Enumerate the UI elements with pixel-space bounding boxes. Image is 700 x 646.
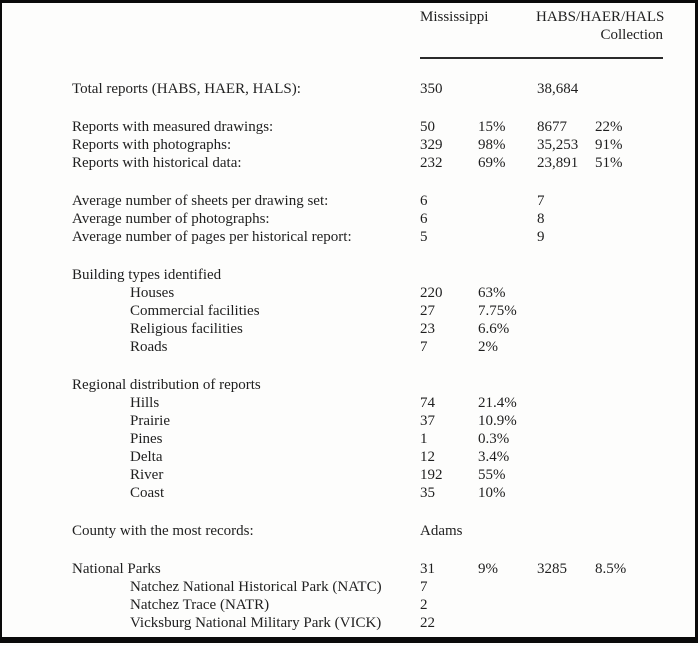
row-label: Roads bbox=[130, 339, 168, 355]
mississippi-percent-cell: 6.6% bbox=[478, 321, 510, 337]
mississippi-percent-cell: 9% bbox=[478, 561, 498, 577]
row-label: Commercial facilities bbox=[130, 303, 260, 319]
collection-count-cell: 38,684 bbox=[537, 81, 579, 97]
mississippi-percent-cell: 0.3% bbox=[478, 431, 510, 447]
mississippi-count-cell: 232 bbox=[420, 155, 443, 171]
column-header-collection-line2: Collection bbox=[600, 27, 663, 43]
row-label: Total reports (HABS, HAER, HALS): bbox=[72, 81, 301, 97]
table-row bbox=[0, 522, 700, 540]
collection-percent-cell: 51% bbox=[595, 155, 623, 171]
column-header-collection-line1: HABS/HAER/HALS bbox=[536, 9, 665, 25]
row-label: Average number of sheets per drawing set: bbox=[72, 193, 329, 209]
mississippi-count-cell: 350 bbox=[420, 81, 443, 97]
row-label: Natchez Trace (NATR) bbox=[130, 597, 270, 613]
table-row bbox=[0, 80, 700, 98]
mississippi-percent-cell: 98% bbox=[478, 137, 506, 153]
row-label: Religious facilities bbox=[130, 321, 243, 337]
table-row bbox=[0, 448, 700, 466]
column-header-mississippi: Mississippi bbox=[420, 9, 489, 25]
mississippi-count-cell: 5 bbox=[420, 229, 428, 245]
row-label: Pines bbox=[130, 431, 163, 447]
mississippi-count-cell: 192 bbox=[420, 467, 443, 483]
collection-percent-cell: 8.5% bbox=[595, 561, 627, 577]
stats-table bbox=[0, 80, 700, 632]
table-row bbox=[0, 484, 700, 502]
row-label: National Parks bbox=[72, 561, 161, 577]
table-row bbox=[0, 596, 700, 614]
table-row bbox=[0, 466, 700, 484]
mississippi-percent-cell: 15% bbox=[478, 119, 506, 135]
collection-count-cell: 9 bbox=[537, 229, 545, 245]
mississippi-percent-cell: 2% bbox=[478, 339, 498, 355]
row-label: Reports with measured drawings: bbox=[72, 119, 274, 135]
mississippi-count-cell: 6 bbox=[420, 193, 428, 209]
row-label: Delta bbox=[130, 449, 163, 465]
mississippi-percent-cell: 3.4% bbox=[478, 449, 510, 465]
table-row bbox=[0, 430, 700, 448]
collection-percent-cell: 22% bbox=[595, 119, 623, 135]
collection-count-cell: 7 bbox=[537, 193, 545, 209]
table-row bbox=[0, 578, 700, 596]
table-row bbox=[0, 192, 700, 210]
mississippi-count-cell: 37 bbox=[420, 413, 435, 429]
mississippi-count-cell: 50 bbox=[420, 119, 435, 135]
mississippi-percent-cell: 55% bbox=[478, 467, 506, 483]
row-label: Hills bbox=[130, 395, 160, 411]
row-label: Reports with photographs: bbox=[72, 137, 232, 153]
table-row bbox=[0, 394, 700, 412]
mississippi-count-cell: 7 bbox=[420, 579, 428, 595]
header-rule bbox=[420, 57, 663, 59]
row-label: Prairie bbox=[130, 413, 170, 429]
mississippi-percent-cell: 10.9% bbox=[478, 413, 517, 429]
mississippi-count-cell: 31 bbox=[420, 561, 435, 577]
collection-count-cell: 8 bbox=[537, 211, 545, 227]
mississippi-percent-cell: 63% bbox=[478, 285, 506, 301]
mississippi-value-cell: Adams bbox=[420, 523, 463, 539]
mississippi-count-cell: 74 bbox=[420, 395, 435, 411]
collection-count-cell: 3285 bbox=[537, 561, 567, 577]
table-row bbox=[0, 412, 700, 430]
mississippi-count-cell: 220 bbox=[420, 285, 443, 301]
row-label: Coast bbox=[130, 485, 165, 501]
row-label: Reports with historical data: bbox=[72, 155, 242, 171]
mississippi-count-cell: 27 bbox=[420, 303, 435, 319]
table-row bbox=[0, 210, 700, 228]
column-header-collection bbox=[536, 8, 663, 44]
mississippi-count-cell: 12 bbox=[420, 449, 435, 465]
table-row bbox=[0, 266, 700, 284]
table-row bbox=[0, 228, 700, 246]
table-row bbox=[0, 338, 700, 356]
section-label: Regional distribution of reports bbox=[72, 377, 261, 393]
mississippi-count-cell: 1 bbox=[420, 431, 428, 447]
row-label: Vicksburg National Military Park (VICK) bbox=[130, 615, 382, 631]
table-row bbox=[0, 302, 700, 320]
table-row bbox=[0, 118, 700, 136]
row-label: Average number of photographs: bbox=[72, 211, 270, 227]
mississippi-count-cell: 23 bbox=[420, 321, 435, 337]
mississippi-count-cell: 35 bbox=[420, 485, 435, 501]
table-row bbox=[0, 320, 700, 338]
collection-count-cell: 35,253 bbox=[537, 137, 579, 153]
collection-count-cell: 8677 bbox=[537, 119, 567, 135]
mississippi-percent-cell: 10% bbox=[478, 485, 506, 501]
mississippi-count-cell: 2 bbox=[420, 597, 428, 613]
mississippi-count-cell: 7 bbox=[420, 339, 428, 355]
mississippi-percent-cell: 69% bbox=[478, 155, 506, 171]
table-row bbox=[0, 614, 700, 632]
mississippi-percent-cell: 21.4% bbox=[478, 395, 517, 411]
row-label: Average number of pages per historical report: bbox=[72, 229, 352, 245]
table-row bbox=[0, 376, 700, 394]
mississippi-count-cell: 329 bbox=[420, 137, 443, 153]
table-row bbox=[0, 154, 700, 172]
table-row bbox=[0, 136, 700, 154]
row-label: River bbox=[130, 467, 164, 483]
section-label: Building types identified bbox=[72, 267, 222, 283]
table-row bbox=[0, 284, 700, 302]
row-label: Natchez National Historical Park (NATC) bbox=[130, 579, 382, 595]
mississippi-count-cell: 22 bbox=[420, 615, 435, 631]
table-row bbox=[0, 560, 700, 578]
collection-count-cell: 23,891 bbox=[537, 155, 579, 171]
mississippi-percent-cell: 7.75% bbox=[478, 303, 517, 319]
collection-percent-cell: 91% bbox=[595, 137, 623, 153]
row-label: Houses bbox=[130, 285, 175, 301]
mississippi-count-cell: 6 bbox=[420, 211, 428, 227]
row-label: County with the most records: bbox=[72, 523, 254, 539]
